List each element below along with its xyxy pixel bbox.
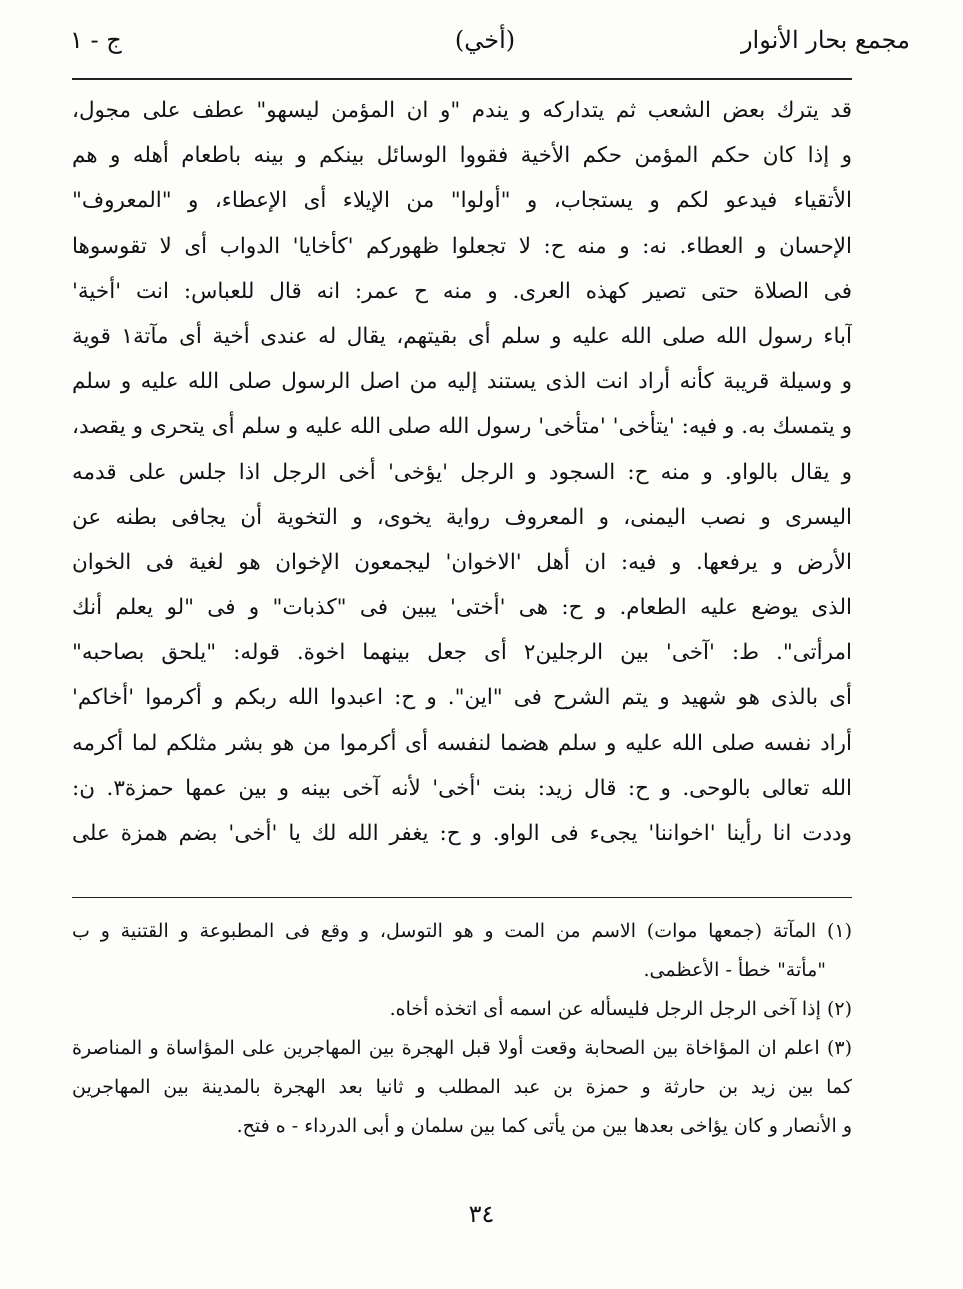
footnote-line: (٣) اعلم ان المؤاخاة بين الصحابة وقعت أولا قبل الهجرة بين المهاجرين على المؤاساة و المناصرة	[72, 1037, 852, 1059]
footnote-line: كما بين زيد بن حارثة و حمزة بن عبد المطلب و ثانيا بعد الهجرة بالمدينة بين المهاجرين	[72, 1076, 852, 1098]
main-text	[72, 88, 852, 856]
book-title: مجمع بحار الأنوار	[740, 26, 910, 54]
page-header	[60, 26, 910, 66]
text-line: و يتمسك به. و فيه: 'يتأخى' 'متأخى' رسول الله صلى الله عليه و سلم أى يتحرى و يقصد،	[72, 414, 852, 440]
text-line: الأرض و يرفعها. و فيه: ان أهل 'الاخوان' ليجمعون الإخوان هو لغية فى الخوان	[72, 549, 852, 575]
footnote-line: و الأنصار و كان يؤاخى بعدها بين من يأتى كما بين سلمان و أبى الدرداء - ه فتح.	[236, 1115, 852, 1137]
volume-number: ج - ١	[70, 26, 122, 54]
text-line: أى بالذى هو شهيد و يتم الشرح فى "اين". و ح: اعبدوا الله ربكم و أكرموا 'أخاكم'	[72, 685, 852, 711]
header-divider	[72, 78, 852, 80]
text-line: و وسيلة قريبة كأنه أراد انت الذى يستند إليه من اصل الرسول صلى الله عليه و سلم	[72, 369, 852, 395]
footnote-line: (٢) إذا آخى الرجل الرجل فليسأله عن اسمه أى اتخذه أخاه.	[389, 998, 852, 1020]
text-line: امرأتى". ط: 'آخى' بين الرجلين٢ أى جعل بينهما اخوة. قوله: "يلحق بصاحبه"	[72, 640, 852, 666]
footnote-line: "مأتة" خطأ - الأعظمى.	[643, 959, 826, 981]
text-line: الذى يوضع عليه الطعام. و ح: هى 'أختى' يبين فى "كذبات" و فى "لو يعلم أنك	[72, 595, 852, 621]
page-number: ٣٤	[468, 1200, 495, 1228]
text-line: أراد نفسه صلى الله عليه و سلم هضما لنفسه أى أكرموا من هو بشر مثلكم لما أكرمه	[72, 730, 852, 756]
text-line: آباء رسول الله صلى الله عليه و سلم أى بقيتهم، يقال له عندى أخية أى مآتة١ قوية	[72, 323, 852, 349]
footnote-divider	[72, 897, 852, 898]
text-line: فى الصلاة حتى تصير كهذه العرى. و منه ح عمر: انه قال للعباس: انت 'أخية'	[72, 278, 852, 304]
text-line: وددت انا رأينا 'اخواننا' يجىء فى الواو. و ح: يغفر الله لك يا 'أخى' بضم همزة على	[72, 821, 852, 846]
text-line: الله تعالى بالوحى. و ح: قال زيد: بنت 'أخى' لأنه آخى بينه و بين عمها حمزة٣. ن:	[72, 775, 852, 801]
text-line: قد يترك بعض الشعب ثم يتداركه و يندم "و ان المؤمن ليسهو" عطف على مجول،	[72, 98, 852, 123]
text-line: و إذا كان حكم المؤمن حكم الأخية فقووا الوسائل بينكم و بينه باطعام أهله و هم	[72, 143, 852, 169]
text-line: الإحسان و العطاء. نه: و منه ح: لا تجعلوا ظهوركم 'كأخايا' الدواب أى لا تقوسوها	[72, 233, 852, 259]
entry-word: (أخي)	[454, 26, 516, 54]
text-line: الأتقياء فيدعو لكم و يستجاب، و "أولوا" من الإيلاء أى الإعطاء، و "المعروف"	[72, 188, 852, 214]
text-line: اليسرى و نصب اليمنى، و المعروف رواية يخوى، و التخوية أن يجافى بطنه عن	[72, 504, 852, 530]
footnotes	[72, 912, 852, 1146]
footnote-line: (١) المآتة (جمعها موات) الاسم من المت و هو التوسل، و وقع فى المطبوعة و القتنية و ب	[72, 920, 852, 942]
text-line: و يقال بالواو. و منه ح: السجود و الرجل 'يؤخى' أخى الرجل اذا جلس على قدمه	[72, 459, 852, 485]
